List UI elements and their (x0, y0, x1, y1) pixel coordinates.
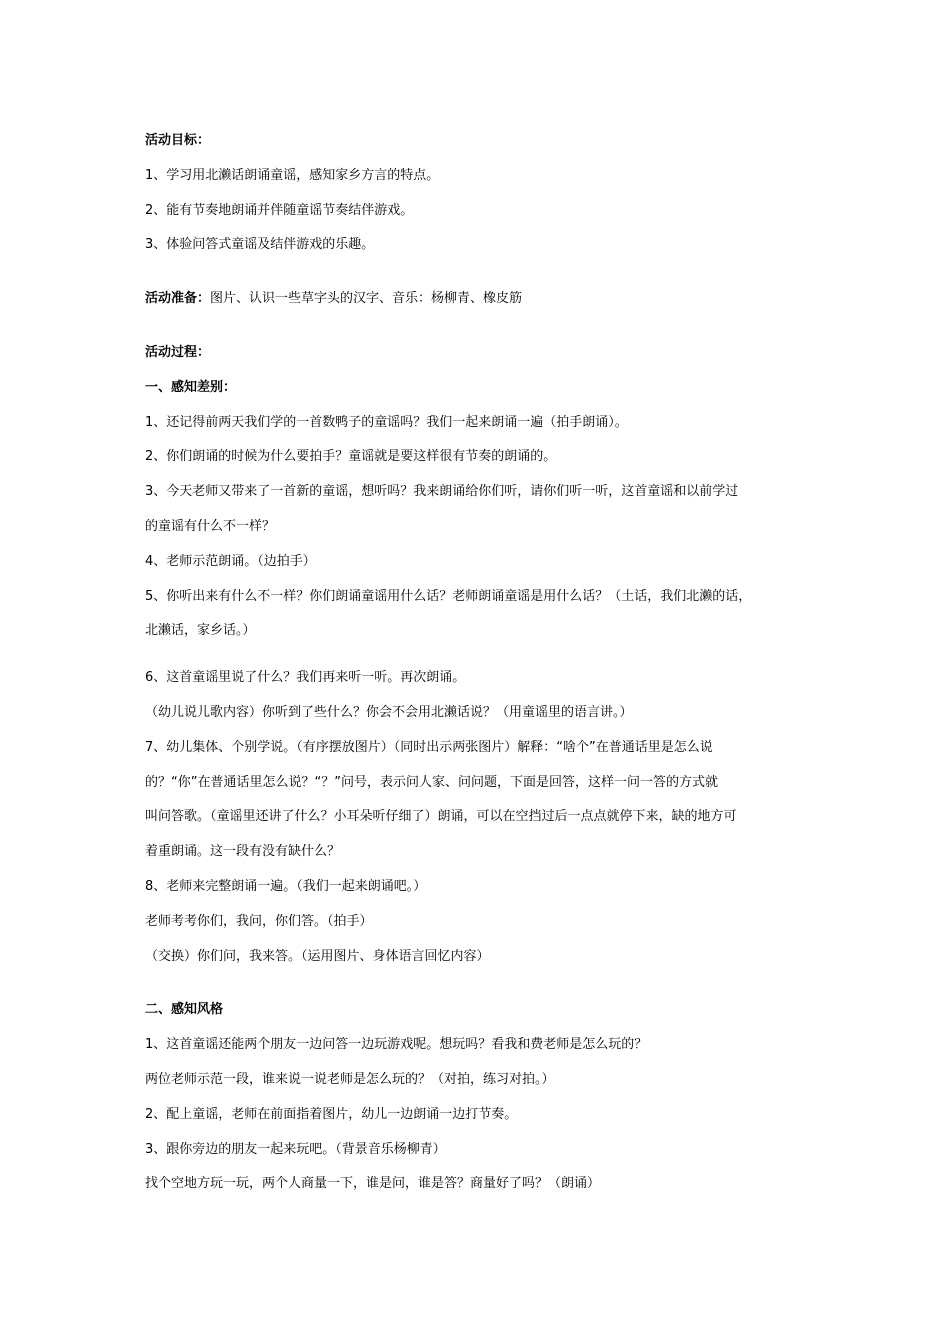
prep-line (145, 282, 815, 317)
part1-line: 5、你听出来有什么不一样？你们朗诵童谣用什么话？老师朗诵童谣是用什么话？（土话，我们北濑的话， (145, 588, 752, 604)
part1-line: 着重朗诵。这一段有没有缺什么？ (145, 844, 341, 860)
process-heading: 活动过程： (145, 344, 211, 360)
prep-text: 图片、认识一些草字头的汉字、音乐：杨柳青、橡皮筋 (210, 291, 523, 307)
document-page (145, 124, 815, 1202)
spacer (145, 263, 815, 282)
part1-line: 2、你们朗诵的时候为什么要拍手？童谣就是要这样很有节奏的朗诵的。 (145, 449, 557, 465)
spacer (145, 974, 815, 993)
part2-line: 2、配上童谣，老师在前面指着图片，幼儿一边朗诵一边打节奏。 (145, 1106, 518, 1122)
part2-line: 找个空地方玩一玩，两个人商量一下，谁是问，谁是答？商量好了吗？（朗诵） (145, 1176, 601, 1192)
part2-line: 1、这首童谣还能两个朋友一边问答一边玩游戏呢。想玩吗？看我和费老师是怎么玩的？ (145, 1037, 648, 1053)
part1-line: 8、老师来完整朗诵一遍。（我们一起来朗诵吧。） (145, 878, 427, 894)
part2-line: 两位老师示范一段，谁来说一说老师是怎么玩的？（对拍，练习对拍。） (145, 1071, 555, 1087)
part1-line: 7、幼儿集体、个别学说。（有序摆放图片）（同时出示两张图片）解释：“啥个”在普通话里是怎么说 (145, 739, 713, 755)
part1-line: 3、今天老师又带来了一首新的童谣，想听吗？我来朗诵给你们听，请你们听一听，这首童谣和以前学过 (145, 484, 739, 500)
part1-line: 6、这首童谣里说了什么？我们再来听一听。再次朗诵。 (145, 670, 466, 686)
part2-line: 3、跟你旁边的朋友一起来玩吧。（背景音乐杨柳青） (145, 1141, 446, 1157)
goal-item: 1、学习用北濑话朗诵童谣，感知家乡方言的特点。 (145, 167, 440, 183)
part1-line: 老师考考你们，我问，你们答。（拍手） (145, 913, 373, 929)
goal-item: 2、能有节奏地朗诵并伴随童谣节奏结伴游戏。 (145, 202, 414, 218)
goal-item: 3、体验问答式童谣及结伴游戏的乐趣。 (145, 237, 375, 253)
spacer (145, 649, 815, 661)
part1-line: 叫问答歌。（童谣里还讲了什么？小耳朵听仔细了）朗诵，可以在空挡过后一点点就停下来，缺的地方可 (145, 809, 737, 825)
part1-line: 北濑话，家乡话。） (145, 623, 256, 639)
part1-line: （幼儿说儿歌内容）你听到了些什么？你会不会用北濑话说？（用童谣里的语言讲。） (145, 704, 633, 720)
part1-line: 的童谣有什么不一样？ (145, 518, 276, 534)
goals-heading: 活动目标： (145, 133, 211, 148)
part1-line: 1、还记得前两天我们学的一首数鸭子的童谣吗？我们一起来朗诵一遍（拍手朗诵）。 (145, 414, 628, 430)
part2-heading: 二、感知风格 (145, 1002, 224, 1018)
prep-label: 活动准备： (145, 291, 211, 307)
part1-heading: 一、感知差别： (145, 379, 237, 395)
part1-line: 的？“你”在普通话里怎么说？“？”问号，表示问人家、问问题，下面是回答，这样一问一答的方式就 (145, 774, 718, 790)
part1-line: 4、老师示范朗诵。（边拍手） (145, 553, 316, 569)
part1-line: （交换）你们问，我来答。（运用图片、身体语言回忆内容） (145, 948, 490, 964)
spacer (145, 317, 815, 336)
